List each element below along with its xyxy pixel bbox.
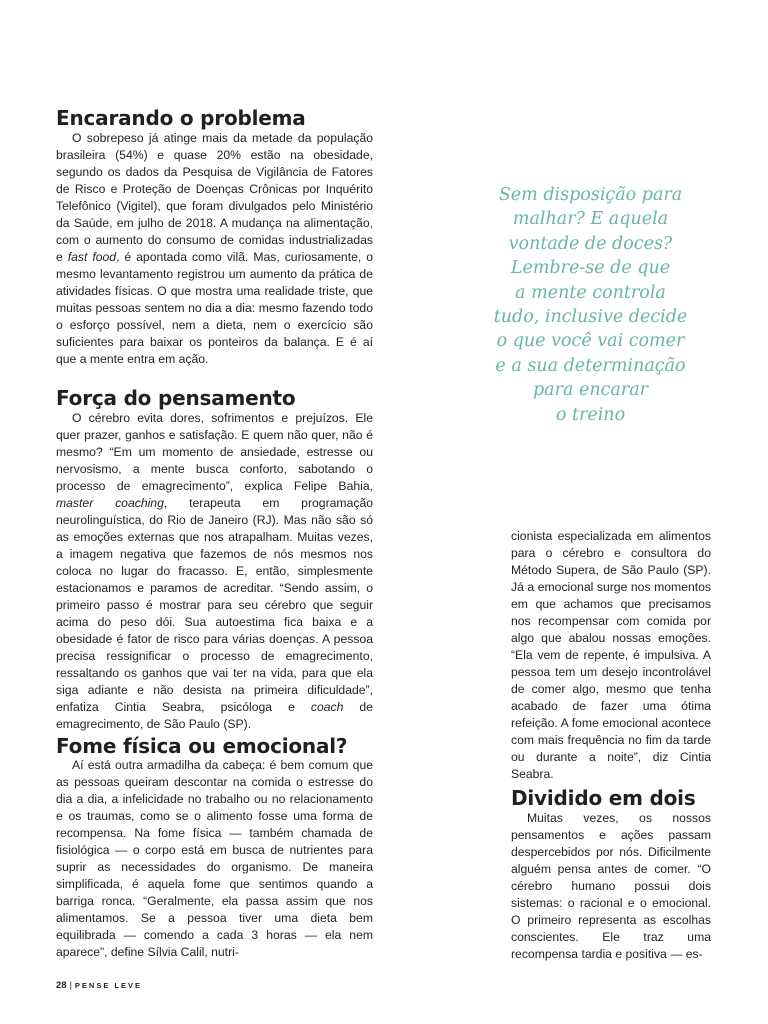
pull-quote — [468, 183, 713, 427]
pull-quote-line: tudo, inclusive decide — [493, 307, 688, 328]
pull-quote-line: a mente controla — [515, 282, 666, 303]
heading-encarando-o-problema: Encarando o problema — [56, 106, 306, 130]
footer-separator: | — [69, 980, 72, 990]
pull-quote-line: para encarar — [532, 380, 649, 401]
page-footer — [56, 980, 142, 991]
pull-quote-line: vontade de doces? — [508, 233, 673, 254]
magazine-name: PENSE LEVE — [74, 981, 143, 990]
pull-quote-line: Lembre-se de que — [510, 258, 671, 279]
heading-dividido-em-dois: Dividido em dois — [511, 786, 696, 810]
pull-quote-line: Sem disposição para — [498, 185, 683, 205]
pull-quote-line: malhar? E aquela — [512, 209, 669, 230]
pull-quote-line: e a sua determinação — [495, 355, 686, 376]
pull-quote-line: o que você vai comer — [496, 331, 685, 352]
section2-body — [56, 410, 373, 733]
section4-body — [511, 810, 711, 963]
paragraph: Muitas vezes, os nossos pensamentos e ações passam despercebidos por nós. Dificilmente alguém pensa antes de comer. “O cérebro humano possui dois sistemas: o racional e o emocional. O primeiro representa as escolhas conscientes. Ele traz uma recompensa tardia e positiva — es- — [511, 811, 711, 961]
page-number: 28 — [56, 980, 67, 991]
section1-body — [56, 130, 373, 368]
paragraph: cionista especializada em alimentos para o cérebro e consultora do Método Supera, de São Paulo (SP). Já a emocional surge nos momentos em que achamos que precisamos nos recompensar com comida por algo que abalou nossas emoções. “Ela vem de repente, é impulsiva. A pessoa tem um desejo incontrolável de comer algo, mesmo que tenha acabado de fazer uma ótima refeição. A fome emocional acontece com mais frequência no fim da tarde ou durante a noite”, diz Cintia Seabra. — [511, 529, 711, 781]
paragraph: O sobrepeso já atinge mais da metade da população brasileira (54%) e quase 20% estão na obesidade, segundo os dados da Pesquisa de Vigilância de Fatores de Risco e Proteção de Doenças Crônicas por Inquérito Telefônico (Vigitel), que foram divulgados pelo Ministério da Saúde, em julho de 2018. A mudança na alimentação, com o aumento do consumo de comidas industrializadas e fast food, é apontada como vilã. Mas, curiosamente, o mesmo levantamento registrou um aumento da prática de atividades físicas. O que mostra uma realidade triste, que muitas pessoas sentem no dia a dia: mesmo fazendo todo o esforço possível, nem a dieta, nem o exercício são suficientes para baixar os ponteiros da balança. E é aí que a mente entra em ação. — [56, 131, 373, 366]
heading-fome-fisica-ou-emocional: Fome física ou emocional? — [56, 734, 348, 758]
section3-continued — [511, 528, 711, 783]
section3-body — [56, 757, 373, 961]
paragraph: O cérebro evita dores, sofrimentos e prejuízos. Ele quer prazer, ganhos e satisfação. E quem não quer, não é mesmo? “Em um momento de ansiedade, estresse ou nervosismo, a mente busca conforto, sabotando o processo de emagrecimento”, explica Felipe Bahia, master coaching, terapeuta em programação neurolinguística, do Rio de Janeiro (RJ). Mas não são só as emoções externas que nos atrapalham. Muitas vezes, a imagem negativa que fazemos de nós mesmos nos coloca no lugar do fracasso. E, então, simplesmente estacionamos e paramos de acreditar. “Sendo assim, o primeiro passo é mostrar para seu cérebro que seguir acima do peso dói. Sua autoestima fica baixa e a obesidade é fator de risco para várias doenças. A pessoa precisa ressignificar o processo de emagrecimento, ressaltando os ganhos que vai ter na vida, para que ela siga adiante e não desista na primeira dificuldade”, enfatiza Cintia Seabra, psicóloga e coach de emagrecimento, de São Paulo (SP). — [56, 411, 373, 731]
heading-forca-do-pensamento: Força do pensamento — [56, 386, 296, 410]
paragraph: Aí está outra armadilha da cabeça: é bem comum que as pessoas queiram descontar na comida o estresse do dia a dia, a infelicidade no trabalho ou no relacionamento e os traumas, como se o alimento fosse uma forma de recompensa. Na fome física — também chamada de fisiológica — o corpo está em busca de nutrientes para suprir as necessidades do organismo. De maneira simplificada, é aquela fome que sentimos quando a barriga ronca. “Geralmente, ela passa assim que nos alimentamos. Se a pessoa tiver uma dieta bem equilibrada — comendo a cada 3 horas — ela nem aparece”, define Sílvia Calil, nutri- — [56, 758, 373, 959]
pull-quote-line: o treino — [555, 404, 626, 425]
